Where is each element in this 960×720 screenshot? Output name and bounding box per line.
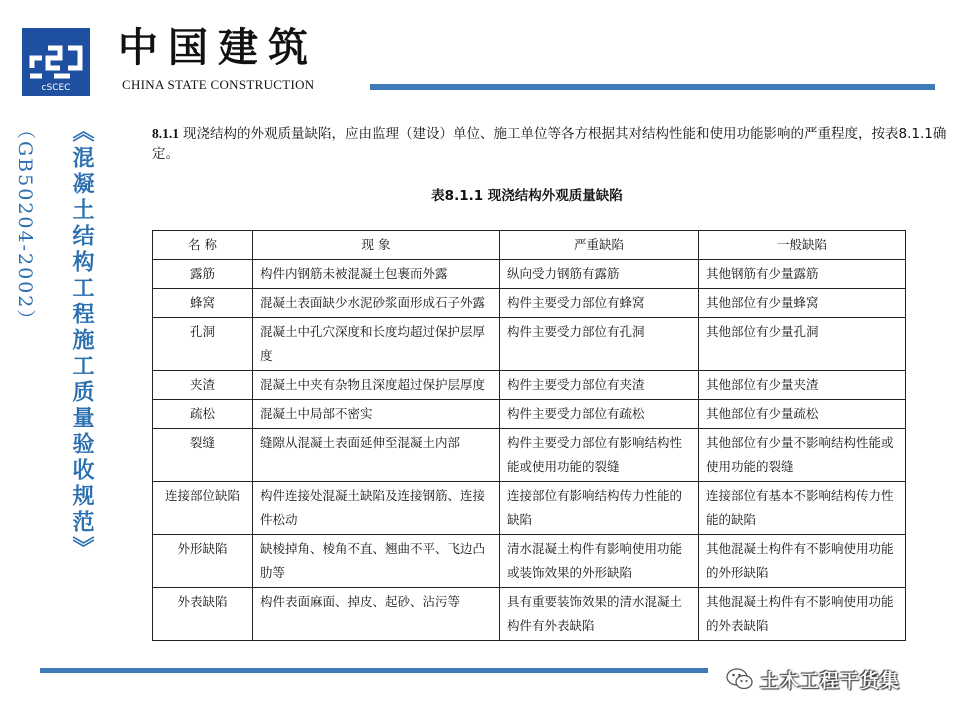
brand-chinese-name: 中国建筑: [118, 24, 318, 71]
intro-text: 现浇结构的外观质量缺陷，应由监理（建设）单位、施工单位等各方根据其对结构性能和使用功能影响的严重程度，按表8.1.1确定。: [152, 126, 947, 162]
defect-phenomenon: 构件表面麻面、掉皮、起砂、沾污等: [253, 588, 500, 641]
watermark: [726, 662, 900, 696]
defect-name: 蜂窝: [153, 289, 253, 318]
serious-defect: 连接部位有影响结构传力性能的缺陷: [500, 482, 699, 535]
general-defect: 其他部位有少量不影响结构性能或使用功能的裂缝: [699, 429, 906, 482]
table-row: [153, 482, 906, 535]
serious-defect: 构件主要受力部位有蜂窝: [500, 289, 699, 318]
serious-defect: 清水混凝土构件有影响使用功能或装饰效果的外形缺陷: [500, 535, 699, 588]
defect-phenomenon: 缝隙从混凝土表面延伸至混凝土内部: [253, 429, 500, 482]
defect-phenomenon: 构件连接处混凝土缺陷及连接钢筋、连接件松动: [253, 482, 500, 535]
defect-name: 露筋: [153, 260, 253, 289]
defect-phenomenon: 构件内钢筋未被混凝土包裹而外露: [253, 260, 500, 289]
header-divider: [370, 84, 935, 90]
table-row: [153, 371, 906, 400]
defect-phenomenon: 混凝土中孔穴深度和长度均超过保护层厚度: [253, 318, 500, 371]
logo-letters: cSCEC: [41, 83, 71, 93]
serious-defect: 构件主要受力部位有孔洞: [500, 318, 699, 371]
table-header-row: [153, 231, 906, 260]
table-row: [153, 260, 906, 289]
general-defect: 其他部位有少量夹渣: [699, 371, 906, 400]
defect-name: 外形缺陷: [153, 535, 253, 588]
defect-phenomenon: 混凝土中局部不密实: [253, 400, 500, 429]
table-row: [153, 289, 906, 318]
defect-name: 夹渣: [153, 371, 253, 400]
defect-phenomenon: 混凝土表面缺少水泥砂浆面形成石子外露: [253, 289, 500, 318]
cscec-logo-icon: [22, 28, 90, 96]
table-row: [153, 535, 906, 588]
table-caption: 表8.1.1 现浇结构外观质量缺陷: [431, 188, 623, 204]
general-defect: 连接部位有基本不影响结构传力性能的缺陷: [699, 482, 906, 535]
standard-code: （GB50204-2002）: [14, 120, 36, 331]
table-row: [153, 429, 906, 482]
defect-name: 外表缺陷: [153, 588, 253, 641]
general-defect: 其他混凝土构件有不影响使用功能的外形缺陷: [699, 535, 906, 588]
defect-phenomenon: 混凝土中夹有杂物且深度超过保护层厚度: [253, 371, 500, 400]
defect-name: 连接部位缺陷: [153, 482, 253, 535]
defect-name: 孔洞: [153, 318, 253, 371]
serious-defect: 具有重要装饰效果的清水混凝土构件有外表缺陷: [500, 588, 699, 641]
table-row: [153, 588, 906, 641]
general-defect: 其他部位有少量疏松: [699, 400, 906, 429]
defect-name: 疏松: [153, 400, 253, 429]
serious-defect: 构件主要受力部位有疏松: [500, 400, 699, 429]
intro-paragraph: [152, 124, 952, 164]
serious-defect: 构件主要受力部位有夹渣: [500, 371, 699, 400]
defects-table: [152, 230, 906, 641]
company-logo: [22, 28, 90, 96]
serious-defect: 构件主要受力部位有影响结构性能或使用功能的裂缝: [500, 429, 699, 482]
wechat-icon: [726, 667, 754, 691]
header-general-defect: 一般缺陷: [699, 231, 906, 260]
header-serious-defect: 严重缺陷: [500, 231, 699, 260]
table-row: [153, 318, 906, 371]
header-name: 名 称: [153, 231, 253, 260]
table-row: [153, 400, 906, 429]
header-phenomenon: 现 象: [253, 231, 500, 260]
general-defect: 其他混凝土构件有不影响使用功能的外表缺陷: [699, 588, 906, 641]
watermark-text: 土木工程干货集: [760, 669, 901, 692]
serious-defect: 纵向受力钢筋有露筋: [500, 260, 699, 289]
footer-divider: [40, 668, 708, 673]
side-title: 《混凝土结构工程施工质量验收规范》: [69, 120, 95, 562]
defect-phenomenon: 缺棱掉角、棱角不直、翘曲不平、飞边凸肋等: [253, 535, 500, 588]
general-defect: 其他部位有少量孔洞: [699, 318, 906, 371]
general-defect: 其他部位有少量蜂窝: [699, 289, 906, 318]
brand-english-name: CHINA STATE CONSTRUCTION: [122, 77, 315, 92]
defect-name: 裂缝: [153, 429, 253, 482]
clause-number: 8.1.1: [152, 126, 179, 141]
general-defect: 其他钢筋有少量露筋: [699, 260, 906, 289]
